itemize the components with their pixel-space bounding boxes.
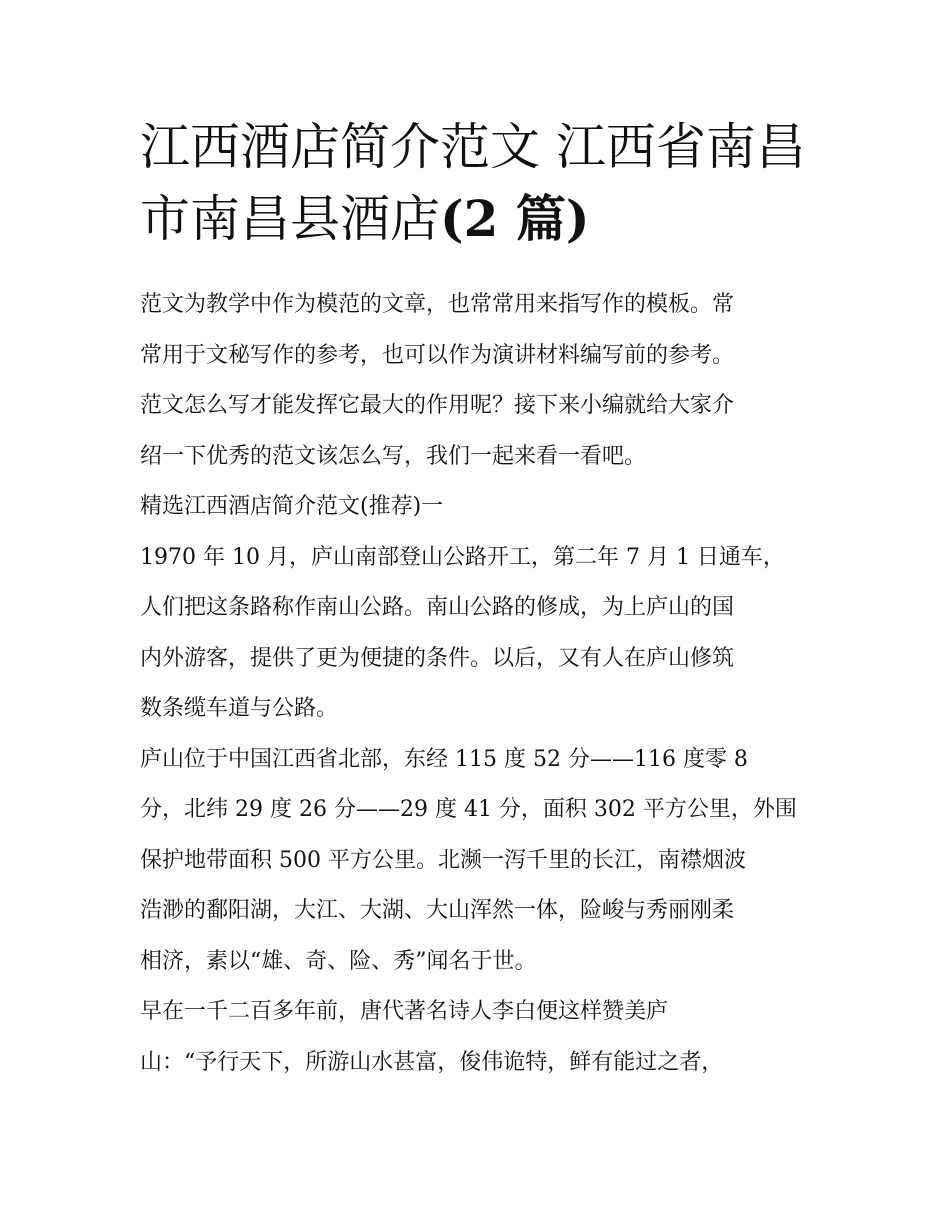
body-line: 范文为教学中作为模范的文章，也常常用来指写作的模板。常 — [140, 292, 735, 317]
section-heading: 精选江西酒店简介范文(推荐)一 — [140, 494, 444, 519]
document-title-main: 江西酒店简介范文 江西省南昌市南昌县酒店 — [140, 118, 806, 248]
body-line: 数条缆车道与公路。 — [140, 696, 339, 721]
body-line: 山：“予行天下，所游山水甚富，俊伟诡特，鲜有能过之者， — [140, 1049, 724, 1075]
document-title-suffix: (2 篇) — [440, 189, 590, 248]
body-line: 早在一千二百多年前，唐代著名诗人李白便这样赞美庐 — [140, 999, 669, 1024]
body-line: 保护地带面积 500 平方公里。北濒一泻千里的长江，南襟烟波 — [140, 847, 746, 873]
body-line: 人们把这条路称作南山公路。南山公路的修成，为上庐山的国 — [140, 595, 735, 620]
body-line: 绍一下优秀的范文该怎么写，我们一起来看一看吧。 — [140, 443, 647, 469]
body-line: 常用于文秘写作的参考，也可以作为演讲材料编写前的参考。 — [140, 342, 735, 368]
document-body — [140, 280, 830, 1088]
body-line: 范文怎么写才能发挥它最大的作用呢？接下来小编就给大家介 — [140, 393, 735, 418]
body-line: 内外游客，提供了更为便捷的条件。以后，又有人在庐山修筑 — [140, 645, 735, 671]
body-line: 相济，素以“雄、奇、险、秀”闻名于世。 — [140, 948, 537, 974]
body-line: 浩渺的鄱阳湖，大江、大湖、大山浑然一体，险峻与秀丽刚柔 — [140, 898, 735, 923]
body-line: 1970 年 10 月，庐山南部登山公路开工，第二年 7 月 1 日通车， — [140, 544, 785, 570]
body-line: 分，北纬 29 度 26 分——29 度 41 分，面积 302 平方公里，外围 — [140, 797, 797, 822]
body-line: 庐山位于中国江西省北部，东经 115 度 52 分——116 度零 8 — [140, 746, 748, 772]
document-title — [140, 112, 820, 255]
